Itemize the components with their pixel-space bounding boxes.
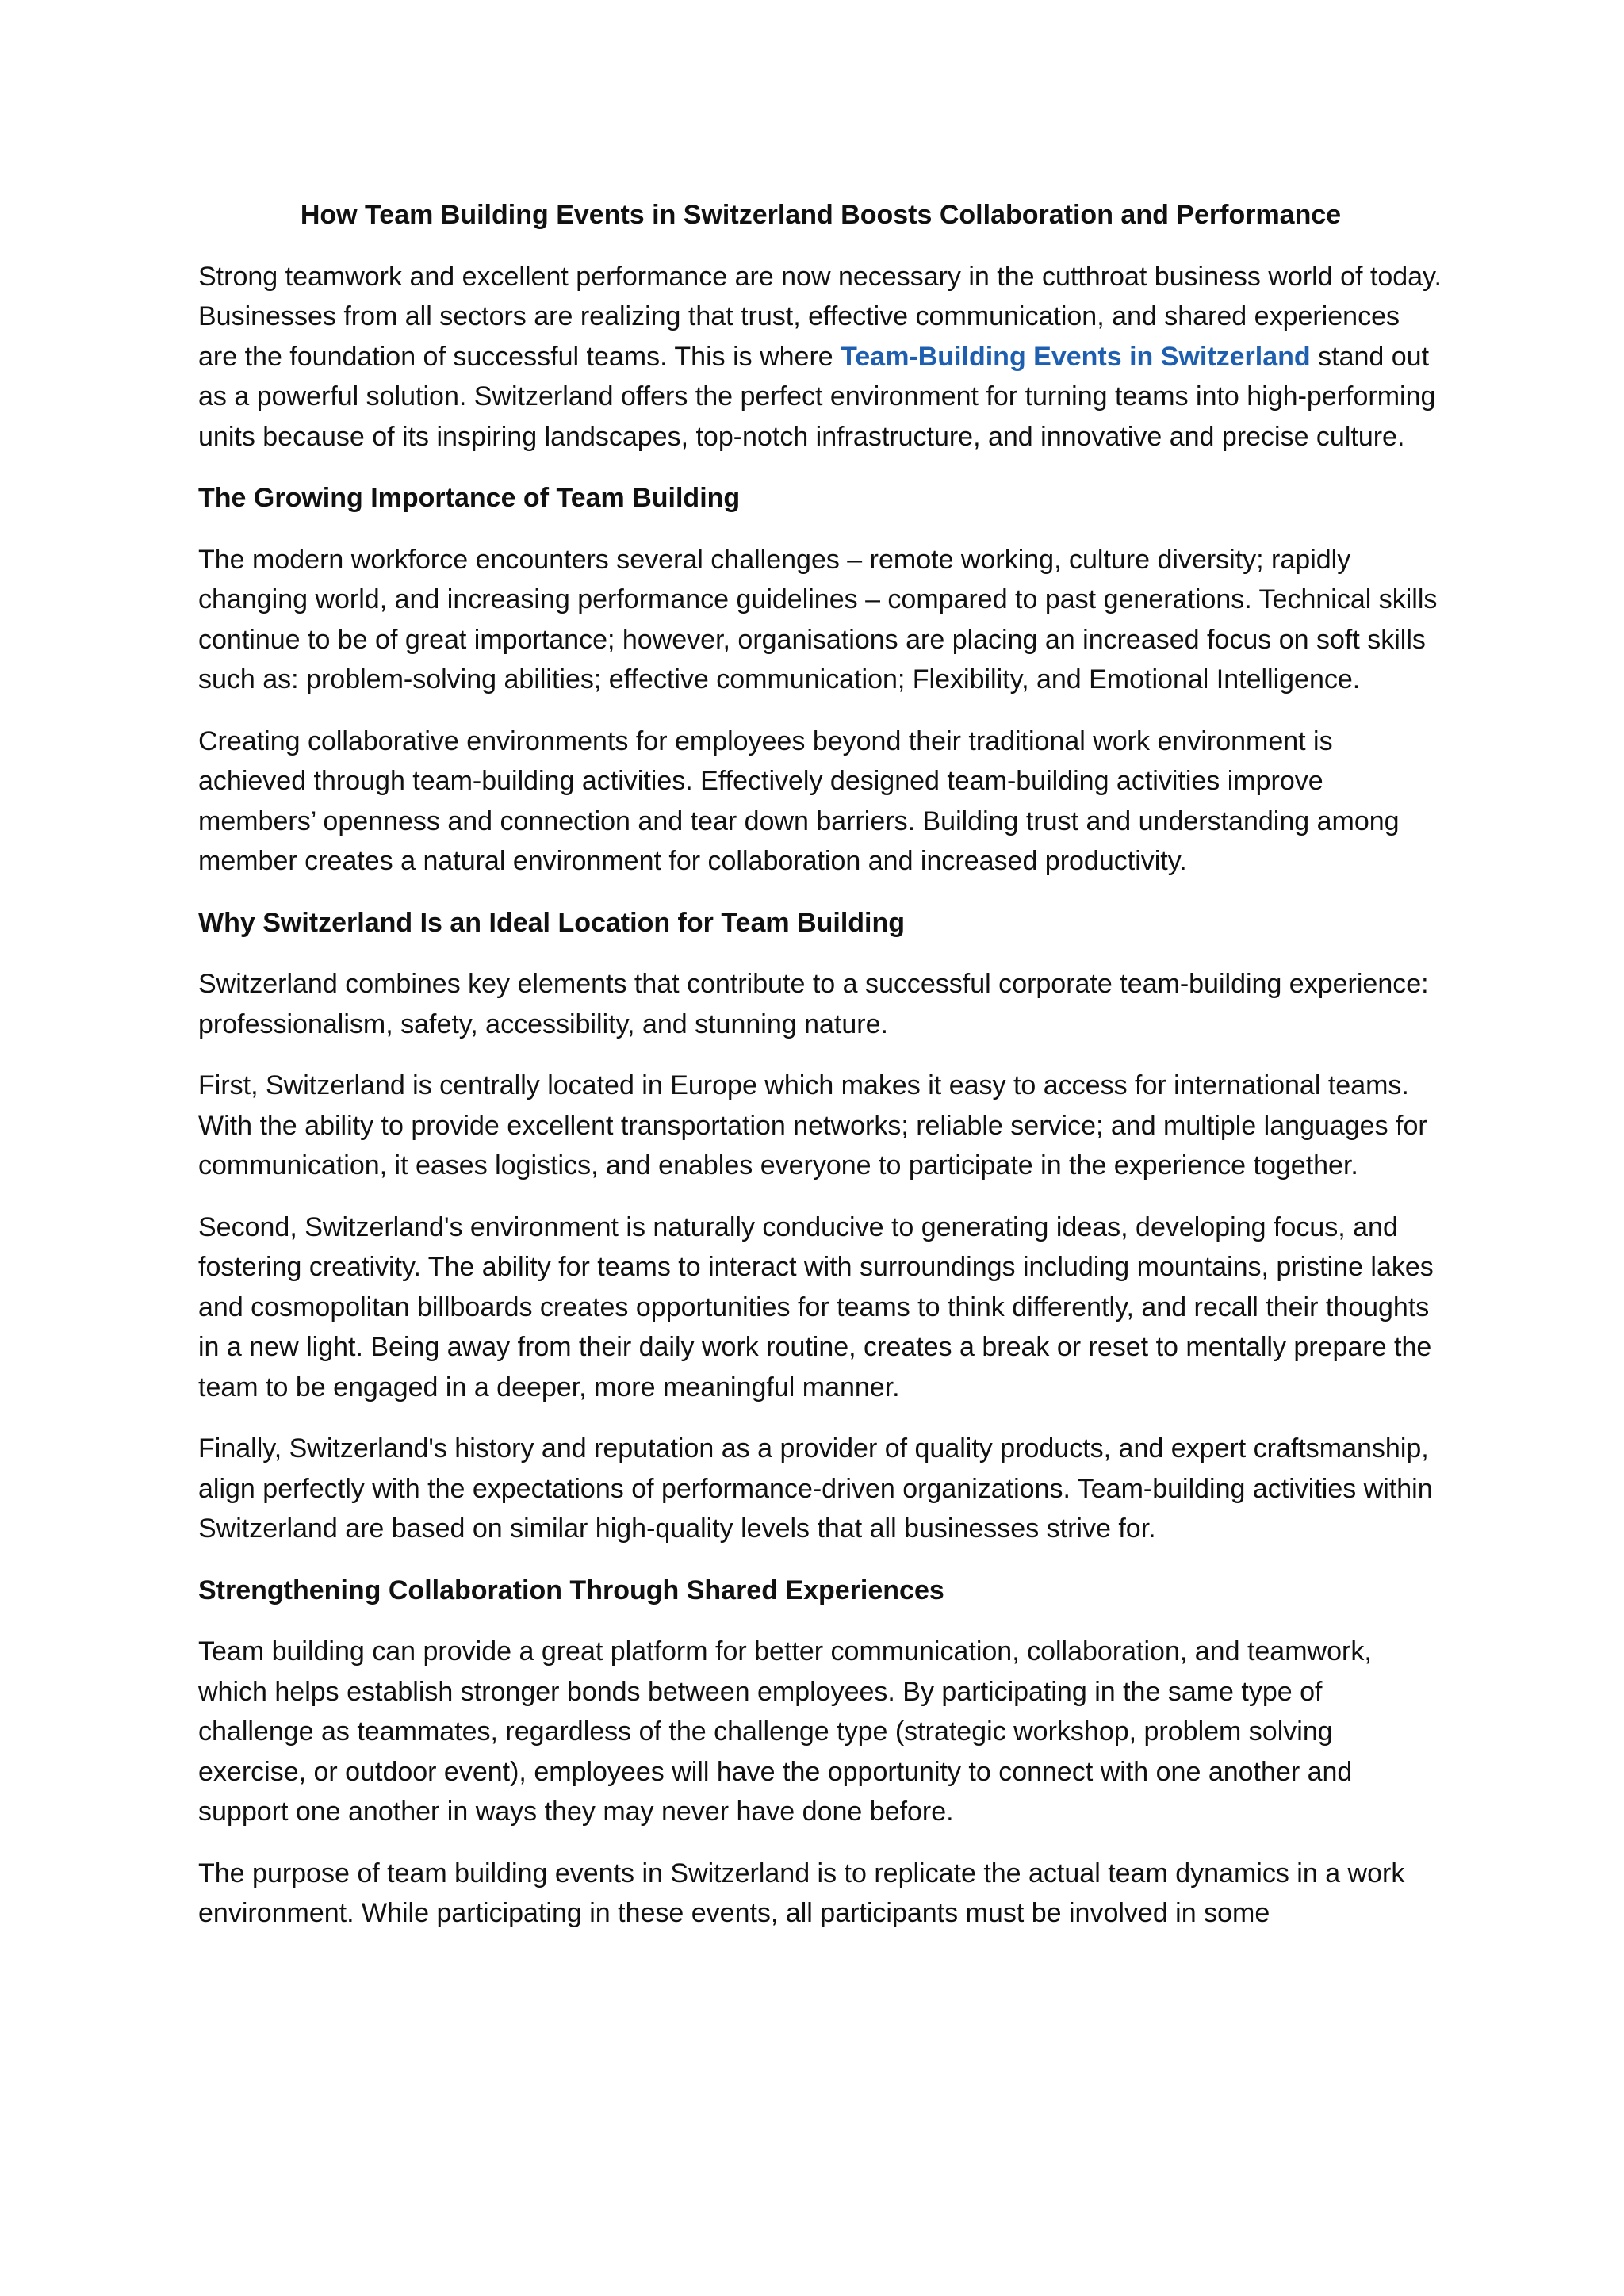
paragraph: Finally, Switzerland's history and reputation as a provider of quality products, and expert craftsmanship, align perfectly with the expectations of performance-driven organizations. Team-building activities within Switzerland are based on similar high-quality levels that all businesses strive for. (198, 1433, 1433, 1544)
paragraph: Second, Switzerland's environment is naturally conducive to generating ideas, developing focus, and fostering creativity. The ability for teams to interact with surroundings including mountains, pristine lakes and cosmopolitan billboards creates opportunities for teams to think differently, and recall their thoughts in a new light. Being away from their daily work routine, creates a break or reset to mentally prepare the team to be engaged in a deeper, more meaningful manner. (198, 1211, 1434, 1402)
document-title: How Team Building Events in Switzerland Boosts Collaboration and Performance (300, 200, 1342, 230)
paragraph: Creating collaborative environments for employees beyond their traditional work environment is achieved through team-building activities. Effectively designed team-building activities improve members’ openness and connection and tear down barriers. Building trust and understanding among member creates a natural environment for collaboration and increased productivity. (198, 725, 1400, 876)
paragraph: The purpose of team building events in Switzerland is to replicate the actual team dynamics in a work environment. While participating in these events, all participants must be involved in some (198, 1858, 1405, 1928)
paragraph: Switzerland combines key elements that contribute to a successful corporate team-building experience: professionalism, safety, accessibility, and stunning nature. (198, 969, 1429, 1039)
paragraph: The modern workforce encounters several challenges – remote working, culture diversity; rapidly changing world, and increasing performance guidelines – compared to past generations. Technical skills continue to be of great importance; however, organisations are placing an increased focus on soft skills such as: problem-solving abilities; effective communication; Flexibility, and Emotional Intelligence. (198, 544, 1438, 695)
document-body (198, 195, 1443, 1955)
intro-paragraph (198, 257, 1443, 457)
section-heading-importance: The Growing Importance of Team Building (198, 483, 741, 513)
section-heading-ideal-location: Why Switzerland Is an Ideal Location for Team Building (198, 907, 906, 938)
intro-text-before-link: Strong teamwork and excellent performance are now necessary in the cutthroat business world of today. Businesses from all sectors are realizing that trust, effective communication, and shared experiences are the foundation of successful teams. This is where (198, 261, 1442, 372)
paragraph: First, Switzerland is centrally located in Europe which makes it easy to access for international teams. With the ability to provide excellent transportation networks; reliable service; and multiple languages for communication, it eases logistics, and enables everyone to participate in the experience together. (198, 1070, 1427, 1181)
section-heading-collaboration: Strengthening Collaboration Through Shared Experiences (198, 1575, 944, 1605)
paragraph: Team building can provide a great platform for better communication, collaboration, and teamwork, which helps establish stronger bonds between employees. By participating in the same type of challenge as teammates, regardless of the challenge type (strategic workshop, problem solving exercise, or outdoor event), employees will have the opportunity to connect with one another and support one another in ways they may never have done before. (198, 1636, 1372, 1827)
team-building-events-link[interactable]: Team-Building Events in Switzerland (841, 341, 1311, 372)
intro-text-after-link: stand out as a powerful solution. Switzerland offers the perfect environment for turning teams into high-performing units because of its inspiring landscapes, top-notch infrastructure, and innovative and precise culture. (198, 341, 1436, 452)
